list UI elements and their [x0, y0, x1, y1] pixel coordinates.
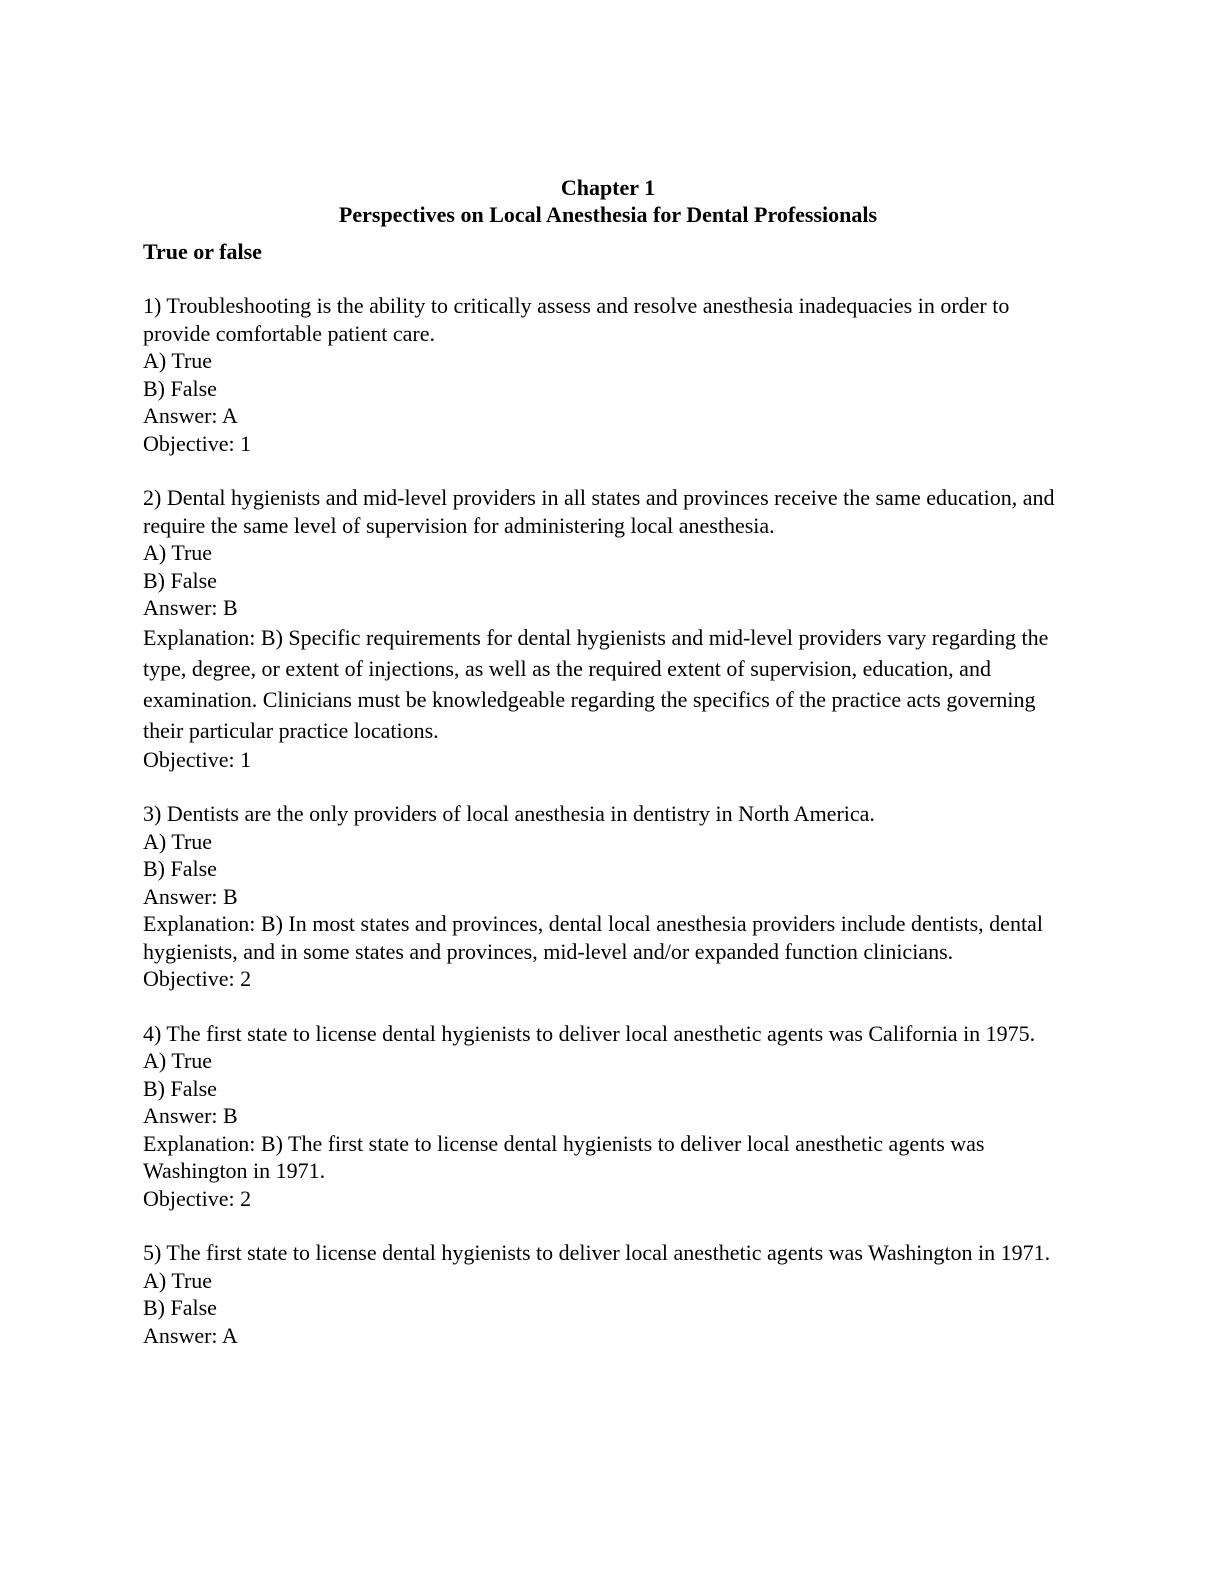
explanation: Explanation: B) In most states and provinces, dental local anesthesia providers include dentists, dental hygienists, and in some states and provinces, mid-level and/or expanded function clinicians. [143, 911, 1043, 964]
option-b: B) False [143, 856, 217, 881]
option-a: A) True [143, 1048, 213, 1073]
answer: Answer: B [143, 595, 238, 620]
option-a: A) True [143, 828, 213, 854]
question-stem: 1) Troubleshooting is the ability to critically assess and resolve anesthesia inadequacies in order to provide comfortable patient care. [143, 293, 1010, 346]
answer: Answer: B [143, 1103, 238, 1128]
option-a: A) True [143, 540, 213, 565]
chapter-heading: Chapter 1 [560, 175, 656, 200]
option-b: B) False [143, 375, 217, 401]
answer: Answer: A [143, 1322, 238, 1348]
section-heading: True or false [143, 239, 262, 264]
question-2 [143, 484, 1073, 773]
option-b: B) False [143, 1295, 217, 1320]
question-stem: 4) The first state to license dental hygienists to deliver local anesthetic agents was California in 1975. [143, 1020, 1036, 1046]
option-b: B) False [143, 567, 217, 593]
question-1 [143, 292, 1073, 457]
objective: Objective: 2 [143, 966, 252, 991]
objective: Objective: 1 [143, 430, 252, 456]
question-4 [143, 1020, 1073, 1213]
option-a: A) True [143, 348, 213, 373]
title-block [143, 174, 1073, 228]
question-5 [143, 1239, 1073, 1349]
question-stem: 5) The first state to license dental hygienists to deliver local anesthetic agents was Washington in 1971. [143, 1240, 1051, 1265]
explanation: Explanation: B) The first state to license dental hygienists to deliver local anesthetic agents was Washington in 1971. [143, 1130, 985, 1183]
question-stem: 3) Dentists are the only providers of local anesthesia in dentistry in North America. [143, 801, 875, 826]
objective: Objective: 2 [143, 1185, 252, 1211]
answer: Answer: A [143, 403, 238, 428]
option-b: B) False [143, 1075, 217, 1101]
explanation: Explanation: B) Specific requirements for dental hygienists and mid-level providers vary regarding the type, degree, or extent of injections, as well as the required extent of supervision, education, and examination. Clinicians must be knowledgeable regarding the specifics of the practice acts governing their particular practice locations. [143, 624, 1049, 743]
option-a: A) True [143, 1267, 213, 1293]
chapter-title: Perspectives on Local Anesthesia for Dental Professionals [338, 202, 878, 227]
answer: Answer: B [143, 883, 238, 909]
question-3 [143, 800, 1073, 993]
document-page [143, 174, 1073, 1349]
objective: Objective: 1 [143, 746, 252, 772]
question-stem: 2) Dental hygienists and mid-level providers in all states and provinces receive the same education, and require the same level of supervision for administering local anesthesia. [143, 485, 1055, 538]
